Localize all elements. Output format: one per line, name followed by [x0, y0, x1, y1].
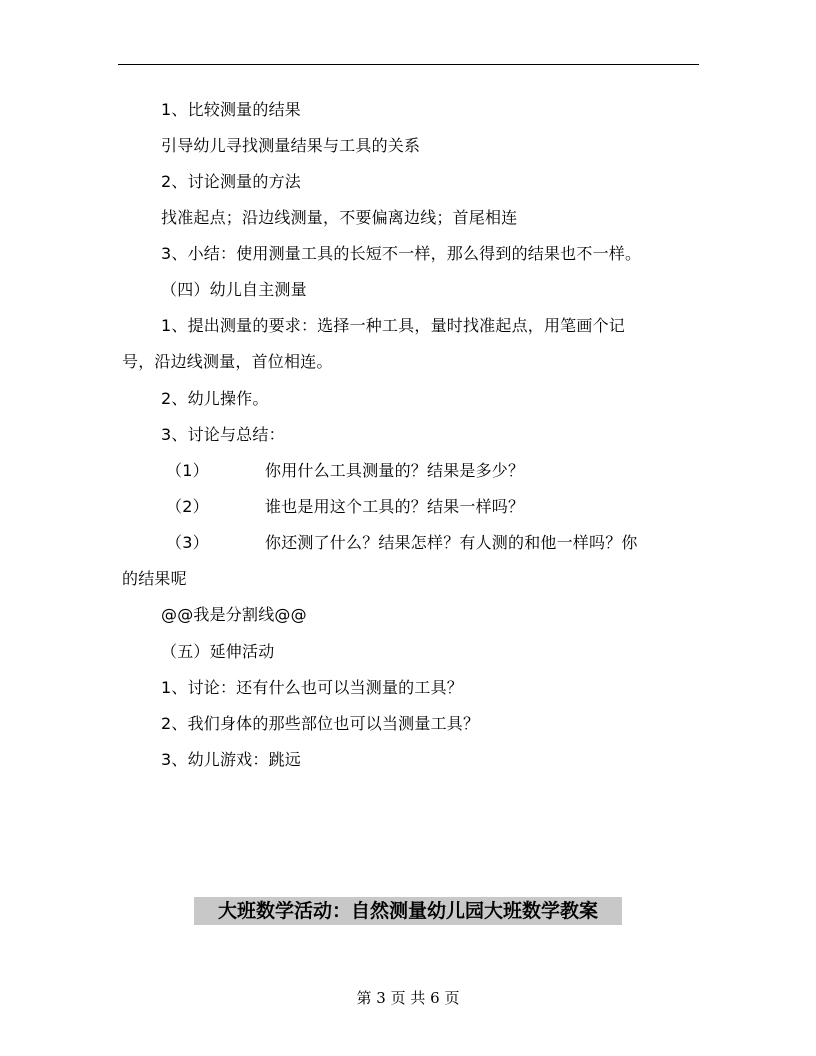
section-heading: （四）幼儿自主测量 [161, 280, 307, 299]
question-text: 谁也是用这个工具的？结果一样吗？ [265, 497, 525, 516]
separator-text: @@我是分割线@@ [161, 605, 307, 624]
text-line: 3、幼儿游戏：跳远 [161, 750, 301, 769]
header-rule [118, 64, 699, 65]
text-line: 2、讨论测量的方法 [161, 172, 301, 191]
question-number: （2） [166, 497, 209, 516]
text-line: 3、小结：使用测量工具的长短不一样，那么得到的结果也不一样。 [161, 244, 642, 263]
text-line: 1、比较测量的结果 [161, 100, 301, 119]
document-title: 大班数学活动：自然测量幼儿园大班数学教案 [194, 897, 622, 925]
question-number: （3） [166, 533, 209, 552]
question-number: （1） [166, 461, 209, 480]
text-line: 找准起点；沿边线测量，不要偏离边线；首尾相连 [161, 208, 518, 227]
text-line: 1、讨论：还有什么也可以当测量的工具？ [161, 678, 463, 697]
text-line: 2、我们身体的那些部位也可以当测量工具？ [161, 714, 480, 733]
question-text: 你还测了什么？结果怎样？有人测的和他一样吗？你 [265, 533, 638, 552]
text-line: 1、提出测量的要求：选择一种工具，量时找准起点，用笔画个记 [161, 316, 625, 335]
text-line: 3、讨论与总结： [161, 425, 285, 444]
text-line: 号，沿边线测量，首位相连。 [122, 352, 333, 371]
text-line: 的结果呢 [122, 569, 187, 588]
question-text: 你用什么工具测量的？结果是多少？ [265, 461, 525, 480]
text-line: 2、幼儿操作。 [161, 389, 269, 408]
page-footer: 第 3 页 共 6 页 [356, 989, 460, 1007]
text-line: 引导幼儿寻找测量结果与工具的关系 [161, 136, 421, 155]
section-heading: （五）延伸活动 [161, 642, 275, 661]
